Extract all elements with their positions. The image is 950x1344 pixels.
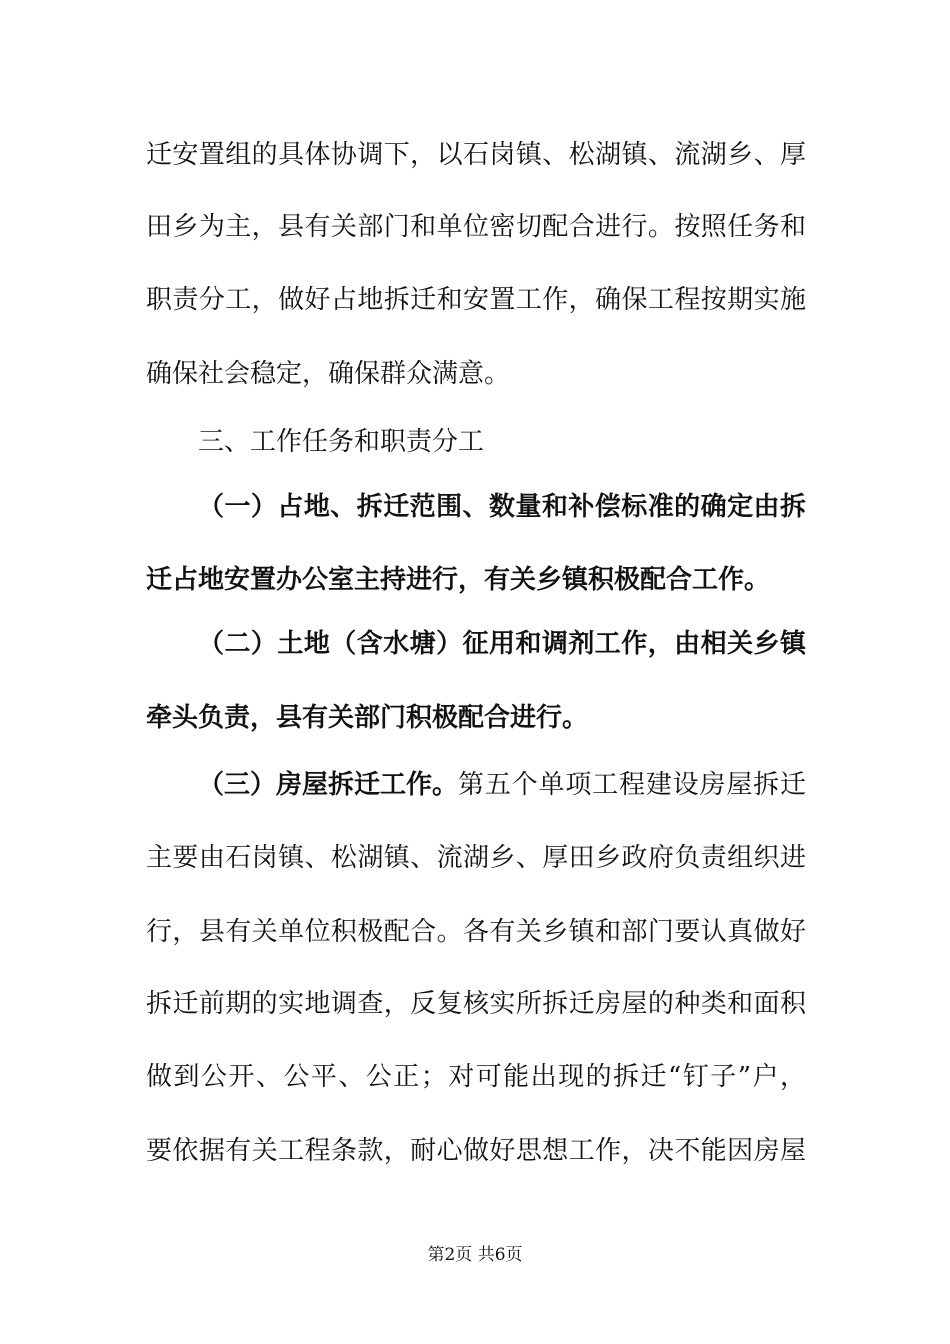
item-three-rest: 第五个单项工程建设房屋拆迁 bbox=[458, 770, 806, 800]
page-footer: 第2页 共6页 bbox=[427, 1245, 523, 1265]
paragraph-line: 拆迁前期的实地调查，反复核实所拆迁房屋的种类和面积 bbox=[146, 989, 806, 1019]
item-one-line-2: 迁占地安置办公室主持进行，有关乡镇积极配合工作。 bbox=[146, 565, 771, 595]
paragraph-line: 迁安置组的具体协调下，以石岗镇、松湖镇、流湖乡、厚 bbox=[146, 140, 806, 170]
item-one-line-1: （一）占地、拆迁范围、数量和补偿标准的确定由拆 bbox=[198, 492, 806, 522]
paragraph-line: 要依据有关工程条款，耐心做好思想工作，决不能因房屋 bbox=[146, 1136, 806, 1166]
paragraph-line: 行，县有关单位积极配合。各有关乡镇和部门要认真做好 bbox=[146, 917, 806, 947]
item-three-title: （三）房屋拆迁工作。 bbox=[198, 770, 459, 800]
paragraph-line: 做到公开、公平、公正；对可能出现的拆迁“钉子”户， bbox=[146, 1062, 806, 1092]
paragraph-line: 确保社会稳定，确保群众满意。 bbox=[146, 359, 511, 389]
item-two-line-1: （二）土地（含水塘）征用和调剂工作，由相关乡镇 bbox=[198, 629, 806, 659]
paragraph-line: 职责分工，做好占地拆迁和安置工作，确保工程按期实施 bbox=[146, 285, 806, 315]
section-heading: 三、工作任务和职责分工 bbox=[198, 427, 485, 457]
paragraph-line: 主要由石岗镇、松湖镇、流湖乡、厚田乡政府负责组织进 bbox=[146, 843, 806, 873]
item-three-line-1 bbox=[198, 765, 806, 805]
item-three-text bbox=[458, 765, 806, 805]
item-two-line-2: 牵头负责，县有关部门积极配合进行。 bbox=[146, 703, 589, 733]
paragraph-line: 田乡为主，县有关部门和单位密切配合进行。按照任务和 bbox=[146, 212, 806, 242]
